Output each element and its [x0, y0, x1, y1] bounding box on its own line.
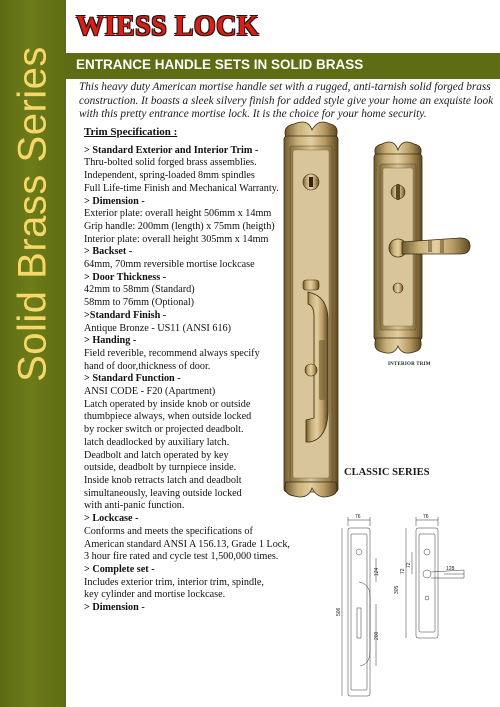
dim-overall: 506 — [336, 607, 342, 616]
spec-line: Includes exterior trim, interior trim, spindle, — [84, 576, 264, 588]
spec-line: 64mm, 70mm reversible mortise lockcase — [84, 259, 255, 271]
spec-line: 42mm to 58mm (Standard) — [84, 284, 195, 296]
spec-line: Latch operated by inside knob or outside — [84, 398, 251, 410]
spec-title: Trim Specification : — [84, 126, 178, 138]
intro-paragraph — [79, 81, 495, 122]
intro-line: with this pretty entrance mortise lock. It is the choice for your home security. — [79, 108, 427, 121]
dim-5: 305 — [394, 585, 400, 594]
spec-line: Deadbolt and latch operated by key — [84, 449, 229, 461]
spec-line: by rocker switch or projected deadbolt. — [84, 424, 244, 436]
spec-line: 58mm to 76mm (Optional) — [84, 297, 195, 309]
spec-heading: > Standard Function - — [84, 373, 181, 385]
exterior-trim — [284, 122, 338, 497]
spec-line: Field reverible, recommend always specify — [84, 347, 260, 359]
spec-heading: > Handing - — [84, 335, 137, 347]
dim-1: 124 — [374, 567, 380, 576]
spec-line: with anti-panic function. — [84, 500, 185, 512]
spec-heading: > Dimension - — [84, 195, 145, 207]
spec-line: key cylinder and mortise lockcase. — [84, 589, 226, 601]
logo-text: WIESS LOCK — [76, 11, 260, 42]
spec-line: Grip handle: 200mm (length) x 75mm (heigth) — [84, 220, 275, 232]
series-title: Solid Brass Series — [10, 46, 55, 382]
technical-drawing — [336, 512, 480, 704]
interior-trim — [374, 142, 470, 353]
interior-trim-label: INTERIOR TRIM — [388, 362, 431, 367]
spec-heading: > Dimension - — [84, 602, 145, 614]
spec-line: Independent, spring-loaded 8mm spindles — [84, 170, 255, 182]
classic-series-title: CLASSIC SERIES — [344, 467, 430, 478]
page-title: ENTRANCE HANDLE SETS IN SOLID BRASS — [76, 57, 364, 72]
spec-line: Exterior plate: overall height 506mm x 14mm — [84, 208, 272, 220]
spec-line: Interior plate: overall height 305mm x 14mm — [84, 233, 269, 245]
trim-specification — [84, 126, 290, 615]
dim-2: 200 — [374, 631, 380, 640]
product-photo — [278, 120, 488, 500]
intro-line: This heavy duty American mortise handle set with a rugged, anti-tarnish solid forged brass — [79, 81, 491, 93]
spec-heading: > Complete set - — [84, 563, 155, 575]
spec-heading: > Door Thickness - — [84, 271, 167, 283]
spec-heading: > Lockcase - — [84, 513, 139, 525]
spec-line: thumbpiece always, when outside locked — [84, 411, 252, 423]
dim-width-ext: 76 — [355, 514, 361, 520]
spec-line: ANSI CODE - F20 (Apartment) — [84, 386, 216, 398]
spec-line: simultaneously, leaving outside locked — [84, 487, 242, 499]
dim-3: 72 — [400, 568, 406, 574]
sidebar — [0, 0, 66, 707]
intro-line: construction. It boasts a sleek silvery finish for added style give your home an exquiste look — [79, 94, 494, 107]
spec-line: Thru-bolted solid forged brass assemblies. — [84, 157, 257, 169]
spec-heading: >Standard Finish - — [84, 309, 167, 321]
dim-lever: 128 — [446, 566, 455, 572]
spec-heading: > Standard Exterior and Interior Trim - — [84, 144, 259, 156]
spec-lines — [84, 144, 290, 615]
spec-line: outside, deadbolt by turnpiece inside. — [84, 462, 237, 474]
spec-heading: > Backset - — [84, 246, 133, 258]
spec-line: 3 hour fire rated and cycle test 1,500,000 times. — [84, 551, 279, 563]
spec-line: American standard ANSI A 156.13, Grade 1 Lock, — [84, 538, 290, 550]
spec-line: hand of door,thickness of door. — [84, 360, 211, 372]
spec-line: Antique Bronze - US11 (ANSI 616) — [84, 322, 232, 334]
spec-line: Inside knob retracts latch and deadbolt — [84, 474, 242, 486]
dim-width-int: 76 — [423, 514, 429, 520]
section-banner — [66, 53, 500, 79]
spec-line: Conforms and meets the specifications of — [84, 525, 253, 537]
spec-line: Full Life-time Finish and Mechanical Warranty. — [84, 182, 279, 194]
dim-4: 72 — [406, 562, 412, 568]
brand-logo — [76, 10, 260, 44]
spec-line: latch deadlocked by auxiliary latch. — [84, 436, 230, 448]
